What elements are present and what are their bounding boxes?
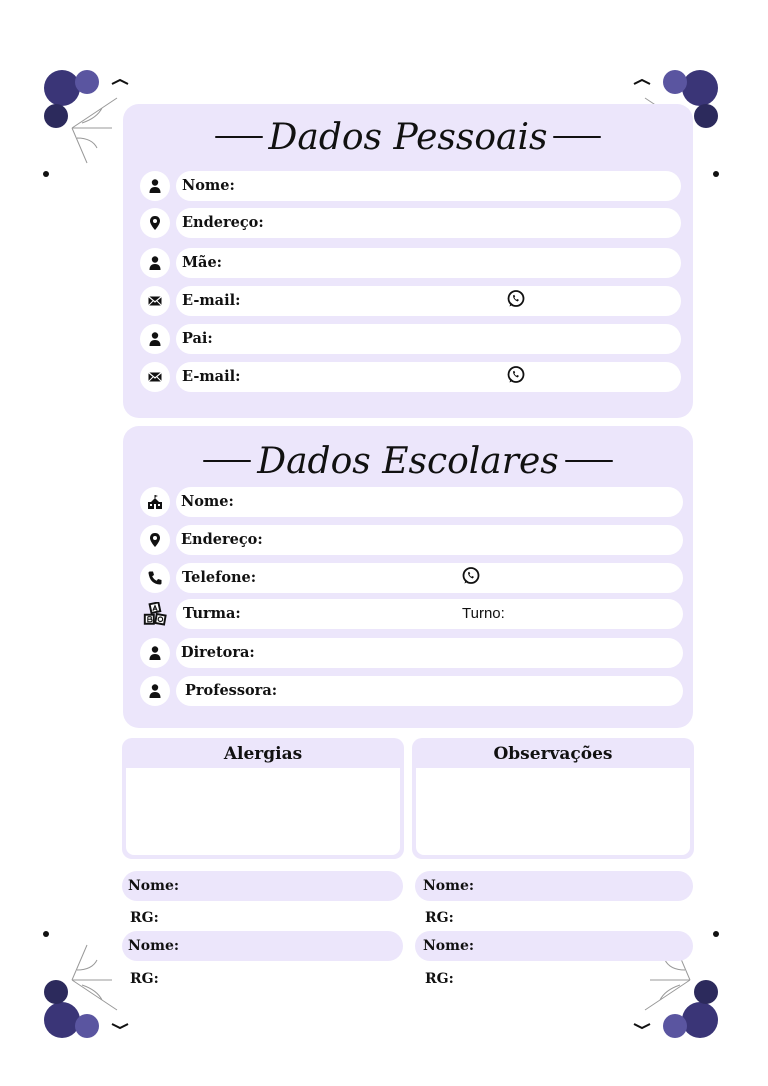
allergies-writing-area[interactable] [126,768,400,855]
school-teacher-row[interactable] [140,676,683,706]
whatsapp-icon [506,289,526,309]
school-phone-row[interactable] [140,563,683,593]
notes-writing-area[interactable] [416,768,690,855]
personal-email-row-2[interactable] [140,362,681,392]
school-class-row[interactable] [140,599,683,629]
rg-label: RG: [130,971,159,987]
school-data-title: Dados Escolares [123,438,693,486]
personal-name-row[interactable] [140,171,681,201]
person-icon [140,676,170,706]
name-label: Nome: [128,938,180,954]
rg-label: RG: [425,971,454,987]
personal-email-row-1[interactable] [140,286,681,316]
whatsapp-icon [461,566,481,586]
envelope-icon [140,286,170,316]
abc-blocks-icon [140,599,170,629]
person-icon [140,248,170,278]
name-label: Nome: [423,938,475,954]
field-label: Endereço: [181,531,263,548]
contact-name-field[interactable] [415,931,693,961]
personal-data-title: Dados Pessoais [123,114,693,162]
field-label: Turma: [183,605,241,622]
field-label: E-mail: [182,368,241,385]
name-label: Nome: [128,878,180,894]
school-building-icon [140,487,170,517]
school-principal-row[interactable] [140,638,683,668]
rg-label: RG: [425,910,454,926]
phone-icon [140,563,170,593]
field-label: Diretora: [181,644,255,661]
personal-mother-row[interactable] [140,248,681,278]
contact-name-field[interactable] [122,871,403,901]
field-label: Pai: [182,330,213,347]
field-label: Professora: [185,682,278,699]
allergies-box [122,738,404,859]
whatsapp-icon [506,365,526,385]
location-pin-icon [140,525,170,555]
field-label: Endereço: [182,214,264,231]
contact-name-field[interactable] [415,871,693,901]
field-label: E-mail: [182,292,241,309]
name-label: Nome: [423,878,475,894]
rg-label: RG: [130,910,159,926]
personal-father-row[interactable] [140,324,681,354]
person-icon [140,638,170,668]
field-label: Mãe: [182,254,223,271]
allergies-title: Alergias [223,744,303,764]
person-icon [140,171,170,201]
envelope-icon [140,362,170,392]
flower-corner-top-left [42,68,134,180]
person-icon [140,324,170,354]
school-name-row[interactable] [140,487,683,517]
notes-box [412,738,694,859]
school-address-row[interactable] [140,525,683,555]
contact-name-field[interactable] [122,931,403,961]
location-pin-icon [140,208,170,238]
field-label: Nome: [181,493,234,510]
personal-address-row[interactable] [140,208,681,238]
flower-corner-bottom-left [42,928,134,1040]
shift-label: Turno: [462,605,505,622]
notes-title: Observações [493,744,613,764]
field-label: Telefone: [182,569,257,586]
field-label: Nome: [182,177,235,194]
